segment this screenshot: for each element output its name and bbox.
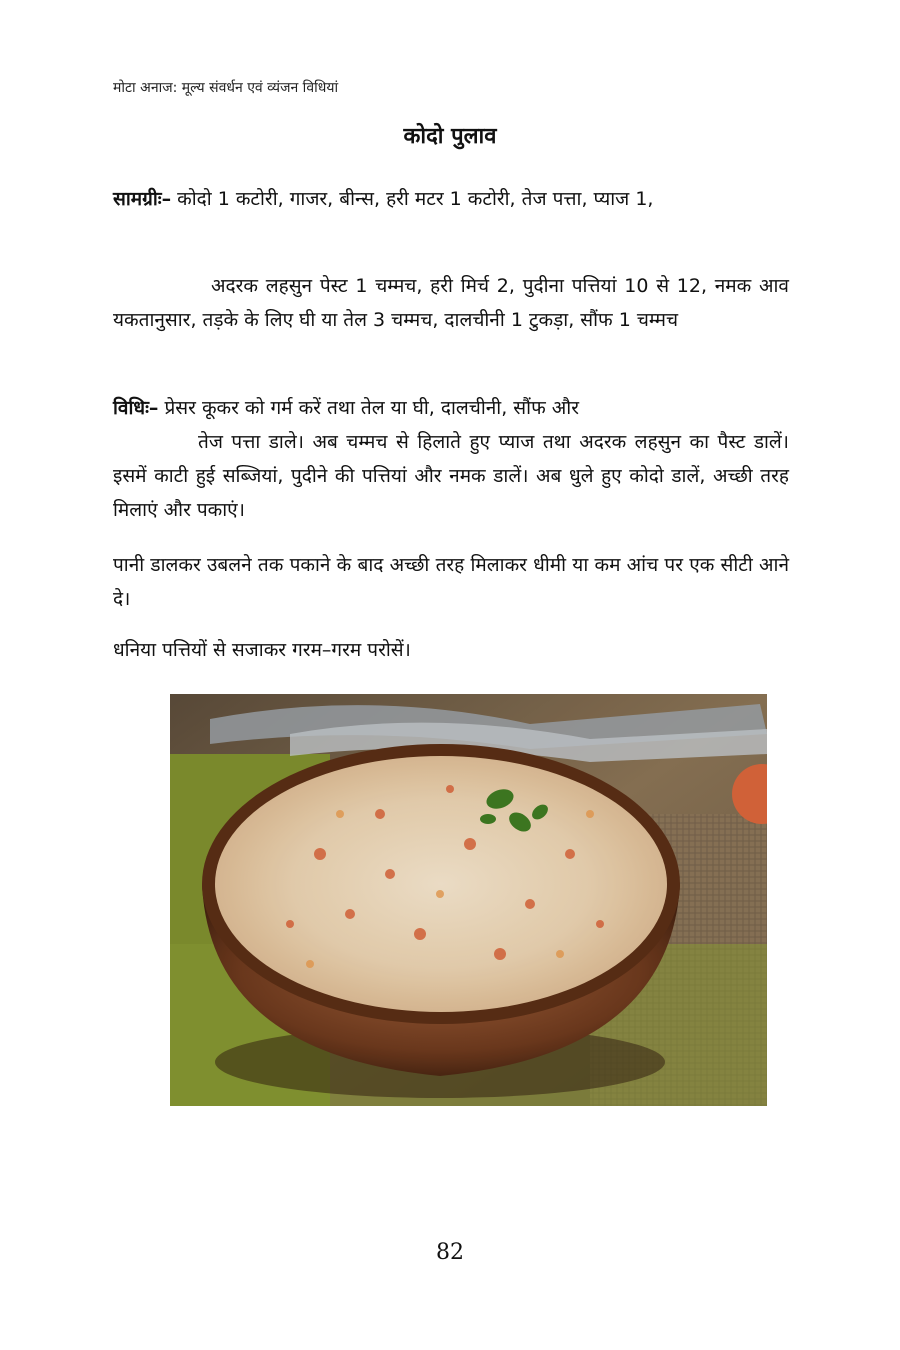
ingredients-text-2: अदरक लहसुन पेस्ट 1 चम्मच, हरी मिर्च 2, पुदीना पत्तियां 10 से 12, नमक आव यकतानुसार, तड़के के लिए घी या तेल 3 चम्मच, दालचीनी 1 टुकड़ा, सौंफ 1 चम्मच [113, 275, 790, 331]
ingredients-label: सामग्रीः– [113, 188, 172, 210]
method-text-first: प्रेसर कूकर को गर्म करें तथा तेल या घी, दालचीनी, सौंफ और [158, 397, 579, 419]
ingredients-paragraph [113, 182, 789, 216]
method-paragraph-2: पानी डालकर उबलने तक पकाने के बाद अच्छी तरह मिलाकर धीमी या कम आंच पर एक सीटी आने दे। [113, 554, 789, 610]
kodo-pulao-photo [170, 694, 767, 1106]
recipe-title: कोदो पुलाव [403, 124, 497, 149]
method-paragraph-3: धनिया पत्तियों से सजाकर गरम–गरम परोसें। [113, 639, 411, 661]
method-text: तेज पत्ता डाले। अब चम्मच से हिलाते हुए प्याज तथा अदरक लहसुन का पैस्ट डालें। इसमें काटी हुई सब्जियां, पुदीने की पत्तियां और नमक डालें। अब धुले हुए कोदो डालें, अच्छी तरह मिलाएं और पकाएं। [113, 431, 789, 521]
running-header: मोटा अनाज: मूल्य संवर्धन एवं व्यंजन विधियां [113, 80, 339, 96]
ingredients-text: कोदो 1 कटोरी, गाजर, बीन्स, हरी मटर 1 कटोरी, तेज पत्ता, प्याज 1, [171, 188, 654, 210]
method-label: विधिः– [113, 397, 159, 419]
page-number: 82 [436, 1240, 464, 1265]
ingredients-continued [113, 269, 789, 337]
method-paragraph [113, 391, 789, 527]
